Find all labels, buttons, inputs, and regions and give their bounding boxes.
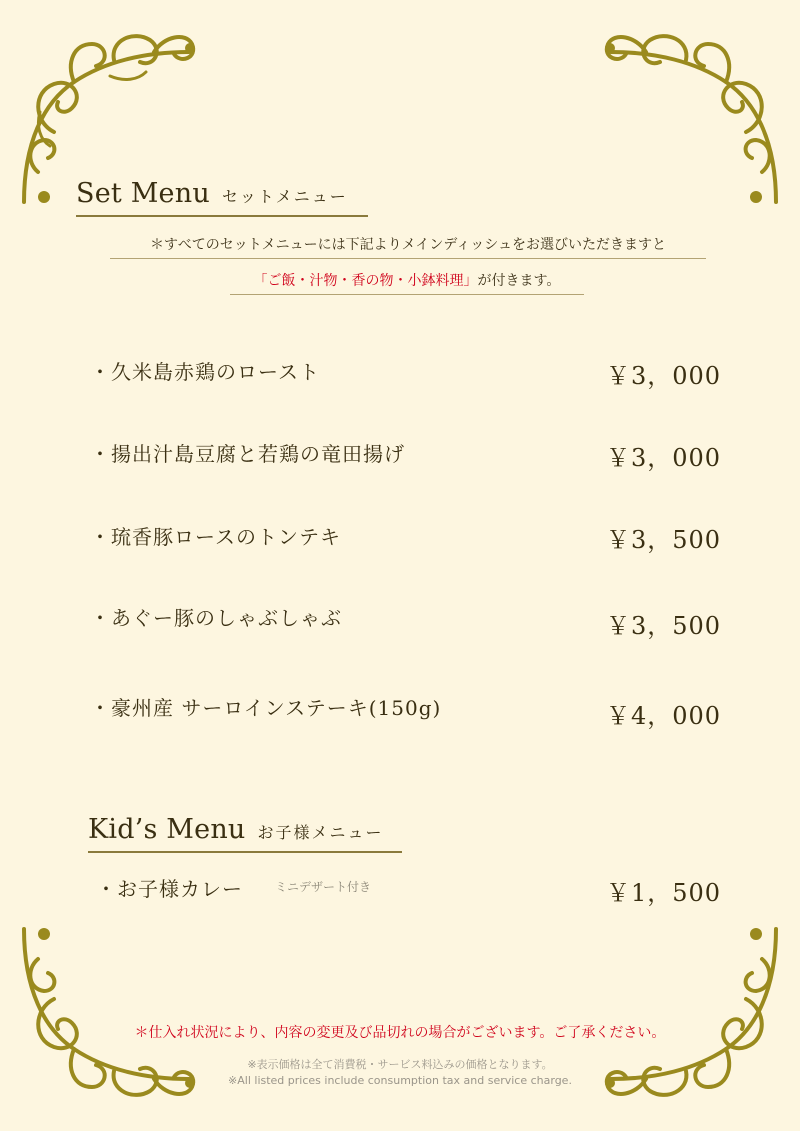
set-menu-note-line2 [230, 270, 584, 295]
set-menu-note-included-items: 「ご飯・汁物・香の物・小鉢料理」 [253, 273, 478, 289]
menu-item-price: ￥4，000 [606, 702, 722, 730]
menu-item-name: ・揚出汁島豆腐と若鶏の竜田揚げ [90, 442, 405, 466]
tax-note-jp: ※表示価格は全て消費税・サービス料込みの価格となります。 [247, 1058, 553, 1071]
corner-ornament-top-right [596, 22, 786, 212]
set-menu-note-line1: ＊すべてのセットメニューには下記よりメインディッシュをお選びいただきますと [110, 234, 706, 259]
tax-note-en: ※All listed prices include consumption tax and service charge. [228, 1074, 572, 1087]
kids-menu-item-note: ミニデザート付き [275, 880, 372, 894]
menu-item-price: ￥3，500 [606, 612, 722, 640]
availability-notice: ＊仕入れ状況により、内容の変更及び品切れの場合がございます。ご了承ください。 [134, 1025, 666, 1041]
menu-item-price: ￥3，500 [606, 526, 722, 554]
menu-item-name: ・豪州産 サーロインステーキ(150g) [90, 696, 442, 720]
kids-menu-item-price: ￥1，500 [606, 879, 722, 907]
kids-menu-heading [88, 814, 402, 853]
kids-menu-item-name: ・お子様カレー [96, 877, 243, 901]
set-menu-heading [76, 178, 368, 217]
menu-item-name: ・琉香豚ロースのトンテキ [90, 525, 341, 549]
kids-menu-title-en: Kid’s Menu [88, 814, 246, 845]
set-menu-note-suffix: が付きます。 [477, 273, 561, 289]
menu-item-price: ￥3，000 [606, 362, 722, 390]
menu-item-name: ・あぐー豚のしゃぶしゃぶ [90, 606, 342, 630]
kids-menu-title-jp: お子様メニュー [257, 823, 384, 842]
set-menu-title-en: Set Menu [76, 178, 210, 209]
menu-item-name: ・久米島赤鶏のロースト [90, 360, 320, 384]
menu-item-price: ￥3，000 [606, 444, 722, 472]
set-menu-title-jp: セットメニュー [221, 187, 348, 206]
